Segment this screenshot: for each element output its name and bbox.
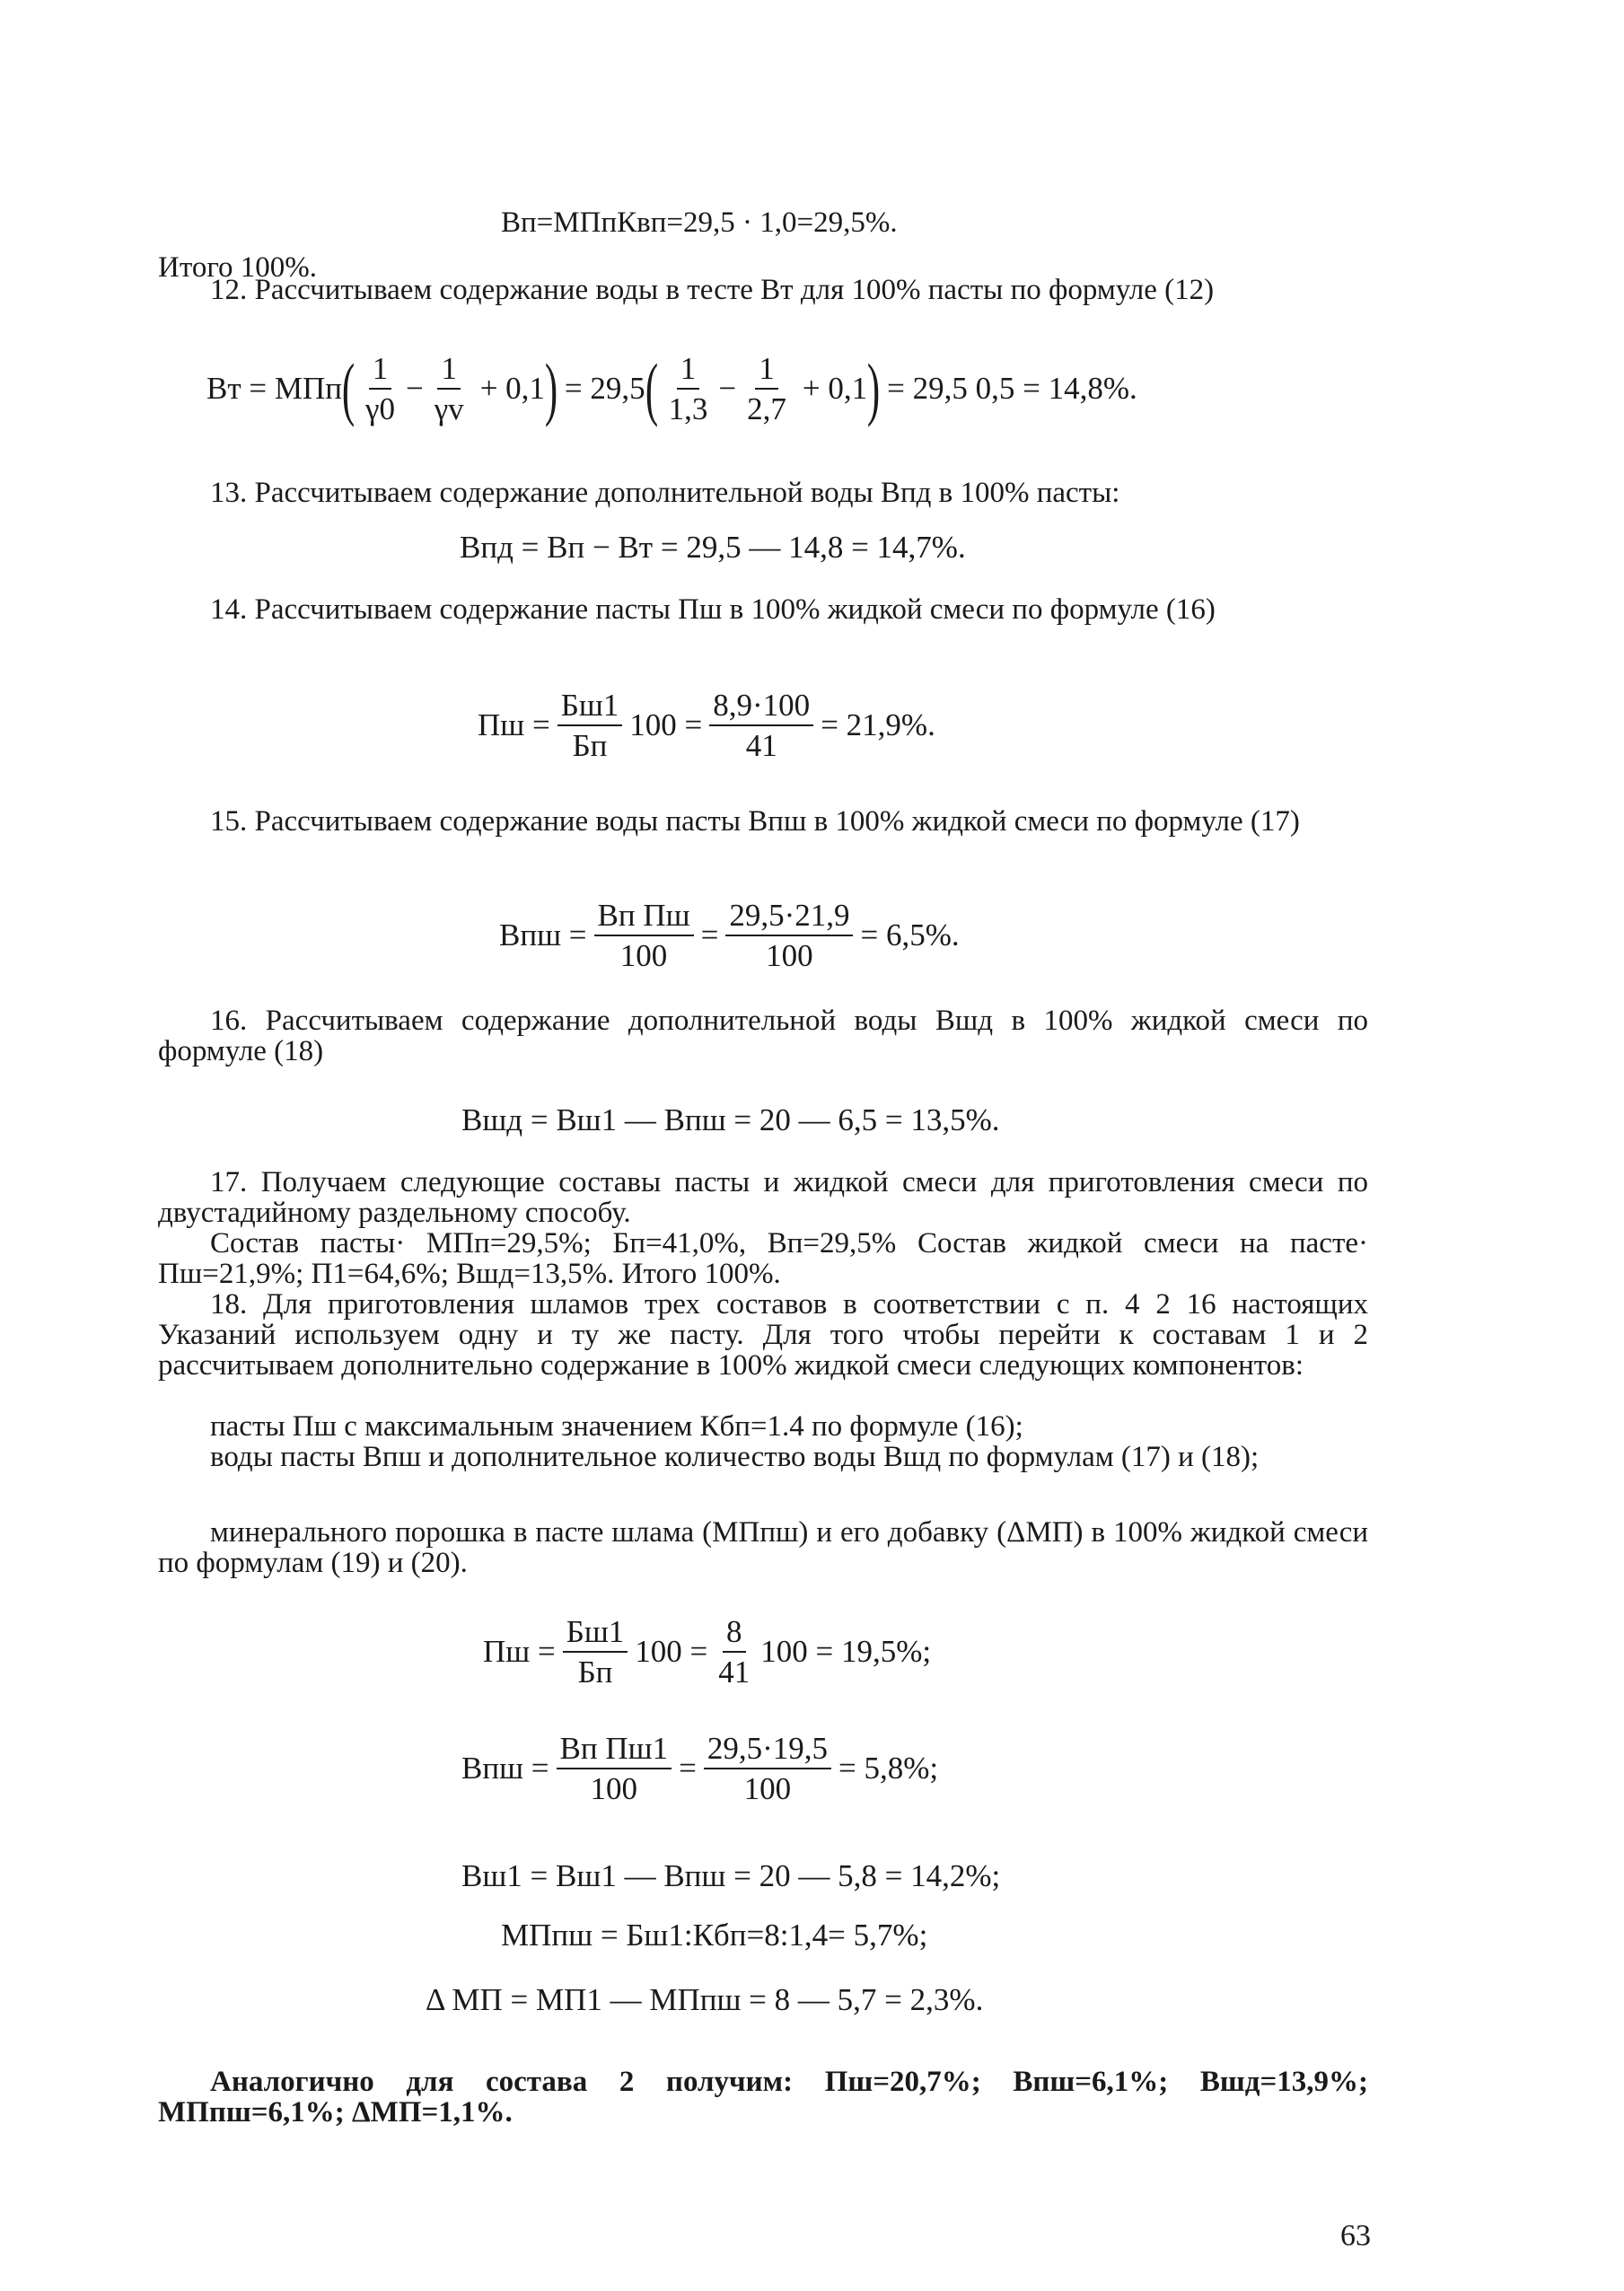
- equation-13: Впд = Вп − Вт = 29,5 — 14,8 = 14,7%.: [460, 530, 966, 565]
- eq12-lhs: Вт = МПп: [206, 371, 343, 406]
- fraction: [594, 900, 694, 971]
- fraction: [665, 353, 712, 425]
- paragraph-18: 18. Для приготовления шламов трех составов в соответствии с п. 4 2 16 настоящих Указаний используем одну и ту же пасту. Для того чтобы перейти к составам 1 и 2 рассчитываем дополнительно содержание в 100% жидкой смеси следующих компонентов:: [158, 1288, 1368, 1382]
- numerator: Бш1: [563, 1616, 628, 1653]
- eq12-minus: −: [718, 371, 737, 406]
- paren-open-icon: (: [341, 349, 356, 427]
- equation-water-sh1: Вш1 = Вш1 — Впш = 20 — 5,8 = 14,2%;: [461, 1858, 1001, 1893]
- paragraph-12: 12. Рассчитываем содержание воды в тесте Вт для 100% пасты по формуле (12): [210, 274, 1215, 306]
- numerator: Вп Пш1: [557, 1733, 672, 1769]
- eqB-rhs: = 5,8%;: [838, 1751, 939, 1786]
- fraction: [431, 353, 468, 425]
- paren-close-icon: ): [544, 349, 558, 427]
- paragraph-13: 13. Рассчитываем содержание дополнительной воды Впд в 100% пасты:: [210, 477, 1120, 509]
- denominator: 100: [766, 938, 813, 973]
- numerator: 1: [369, 353, 392, 390]
- denominator: Бп: [577, 1655, 613, 1690]
- fraction: [715, 1616, 753, 1688]
- equation-12: [206, 339, 1137, 438]
- paragraph-15: 15. Рассчитываем содержание воды пасты Впш в 100% жидкой смеси по формуле (17): [210, 805, 1300, 838]
- equation-water-paste: Вп=МПпКвп=29,5 · 1,0=29,5%.: [501, 206, 898, 239]
- equation-delta-mp: Δ МП = МП1 — МПпш = 8 — 5,7 = 2,3%.: [426, 1982, 984, 2017]
- denominator: 41: [718, 1655, 751, 1690]
- paragraph-16: 16. Рассчитываем содержание дополнительной воды Вшд в 100% жидкой смеси по формуле (18): [158, 1005, 1368, 1067]
- eqA-rhs: 100 = 19,5%;: [760, 1634, 932, 1669]
- paragraph-18-item-water: воды пасты Впш и дополнительное количество воды Вшд по формулам (17) и (18);: [210, 1441, 1260, 1473]
- eq12-plus: + 0,1: [802, 371, 868, 406]
- fraction: [725, 900, 853, 971]
- numerator: 1: [755, 353, 778, 390]
- page-number: 63: [1340, 2219, 1371, 2252]
- eq15-lhs: Впш =: [499, 917, 587, 952]
- eqA-mid: 100 =: [635, 1634, 708, 1669]
- denominator: 2,7: [747, 391, 786, 426]
- paragraph-17-compositions: Состав пасты· МПп=29,5%; Бп=41,0%, Вп=29,5% Состав жидкой смеси на пасте· Пш=21,9%; П1=64,6%; Вшд=13,5%. Итого 100%.: [158, 1227, 1368, 1290]
- denominator: 100: [743, 1771, 792, 1806]
- equation-mineral-powder: МПпш = Бш1:Кбп=8:1,4= 5,7%;: [501, 1918, 928, 1953]
- fraction: [557, 689, 623, 761]
- eq14-lhs: Пш =: [478, 707, 550, 742]
- denominator: γ0: [365, 391, 395, 426]
- fraction: [704, 1733, 831, 1804]
- fraction: [709, 689, 813, 761]
- fraction: [743, 353, 790, 425]
- eq15-rhs: = 6,5%.: [860, 917, 960, 952]
- denominator: γv: [434, 391, 464, 426]
- denominator: Бп: [572, 728, 608, 763]
- paragraph-analogous: Аналогично для состава 2 получим: Пш=20,7%; Впш=6,1%; Вшд=13,9%; МПпш=6,1%; ΔМП=1,1%.: [158, 2066, 1368, 2129]
- fraction: [563, 1616, 628, 1688]
- denominator: 100: [590, 1771, 638, 1806]
- equation-14: [478, 680, 935, 770]
- eqB-lhs: Впш =: [461, 1751, 549, 1786]
- equation-16: Вшд = Вш1 — Впш = 20 — 6,5 = 13,5%.: [461, 1102, 1000, 1137]
- eq12-plus: + 0,1: [479, 371, 545, 406]
- fraction: [362, 353, 399, 425]
- eq15-equals: =: [700, 917, 719, 952]
- numerator: 8,9·100: [709, 689, 813, 726]
- eq12-minus: −: [405, 371, 424, 406]
- eqA-lhs: Пш =: [483, 1634, 556, 1669]
- paragraph-17: 17. Получаем следующие составы пасты и жидкой смеси для приготовления смеси по двустадийному раздельному способу.: [158, 1166, 1368, 1229]
- numerator: Бш1: [557, 689, 623, 726]
- paren-open-icon: (: [645, 349, 658, 427]
- denominator: 1,3: [668, 391, 708, 426]
- numerator: 29,5·21,9: [725, 900, 853, 936]
- numerator: 8: [723, 1616, 746, 1653]
- numerator: 1: [437, 353, 461, 390]
- paragraph-18-item-powder: минерального порошка в пасте шлама (МПпш) и его добавку (ΔМП) в 100% жидкой смеси по формулам (19) и (20).: [158, 1516, 1368, 1579]
- paragraph-14: 14. Рассчитываем содержание пасты Пш в 100% жидкой смеси по формуле (16): [210, 593, 1216, 626]
- numerator: 1: [677, 353, 700, 390]
- equation-paste-sh: [483, 1607, 931, 1697]
- fraction: [557, 1733, 672, 1804]
- paren-close-icon: ): [867, 349, 881, 427]
- numerator: Вп Пш: [594, 900, 694, 936]
- eq12-mid: = 29,5: [564, 371, 645, 406]
- denominator: 100: [619, 938, 668, 973]
- total-line: Итого 100%.: [158, 251, 318, 284]
- eqB-equals: =: [679, 1751, 697, 1786]
- equation-15: [499, 891, 960, 980]
- denominator: 41: [745, 728, 777, 763]
- equation-water-paste-sh: [461, 1724, 938, 1813]
- numerator: 29,5·19,5: [704, 1733, 831, 1769]
- eq14-rhs: = 21,9%.: [821, 707, 935, 742]
- eq12-rhs: = 29,5 0,5 = 14,8%.: [887, 371, 1137, 406]
- eq14-mid: 100 =: [629, 707, 703, 742]
- paragraph-18-item-paste: пасты Пш с максимальным значением Кбп=1.4 по формуле (16);: [210, 1410, 1023, 1443]
